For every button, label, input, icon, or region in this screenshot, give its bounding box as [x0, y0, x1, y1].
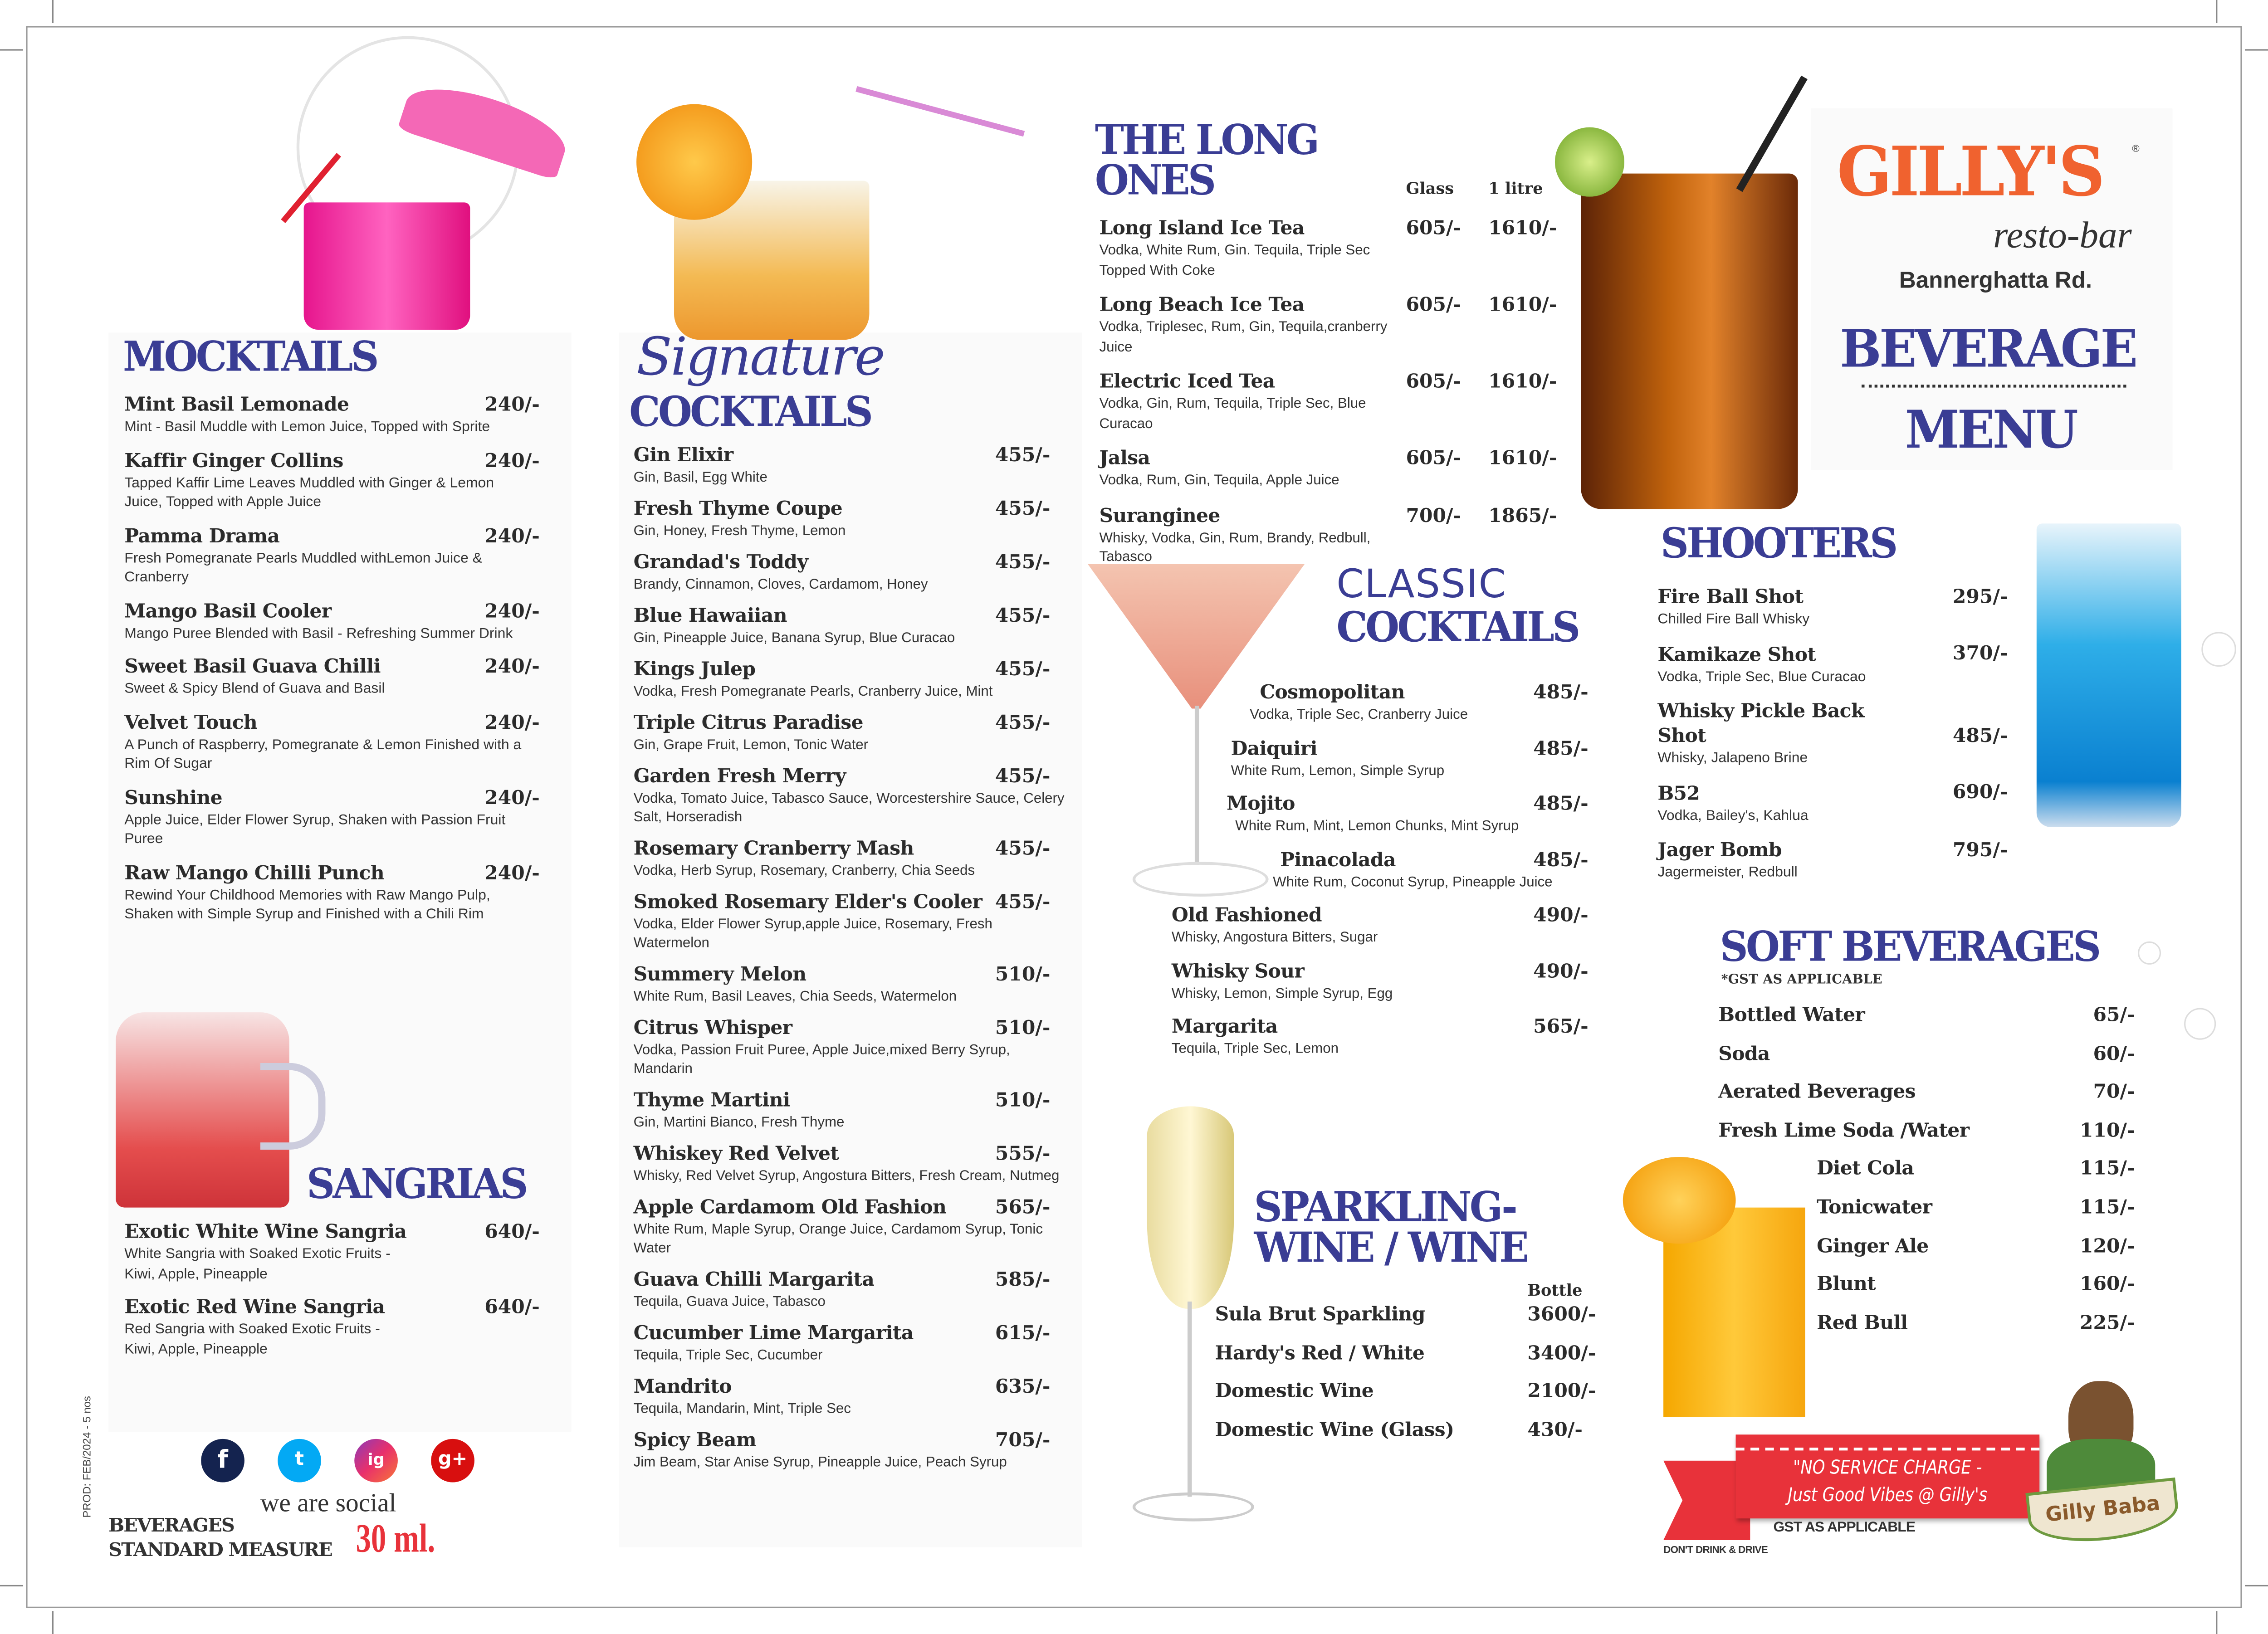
item-price: 3400/- [1527, 1343, 1596, 1365]
item-name: Kamikaze Shot [1657, 644, 1816, 666]
item-name: Jalsa [1099, 448, 1150, 470]
item-name: Blunt [1817, 1274, 1876, 1296]
champagne-base [1133, 1493, 1254, 1522]
item-name: Grandad's Toddy [633, 552, 808, 574]
item-name: Fresh Thyme Coupe [633, 499, 843, 521]
item-description: Mint - Basil Muddle with Lemon Juice, Topped with Sprite [124, 419, 490, 435]
item-price: 705/- [995, 1430, 1051, 1452]
menu-item [1718, 1119, 2135, 1157]
item-name: Old Fashioned [1171, 905, 1322, 927]
glass-column-header: Glass [1406, 179, 1454, 198]
crop-mark [0, 49, 23, 50]
item-description: Whisky, Lemon, Simple Syrup, Egg [1171, 985, 1393, 1002]
item-price: 490/- [1533, 905, 1589, 927]
item-description: Gin, Martini Bianco, Fresh Thyme [633, 1115, 845, 1131]
signature-script-heading: Signature [636, 328, 884, 388]
soft-beverages-list [1718, 1004, 2135, 1350]
menu-item [1718, 1311, 2135, 1350]
menu-item [1099, 217, 1562, 280]
item-price: 615/- [995, 1323, 1051, 1345]
item-description: Jagermeister, Redbull [1657, 864, 1798, 881]
item-name: Fire Ball Shot [1657, 587, 1804, 609]
crop-mark [2216, 0, 2217, 23]
item-price: 115/- [2080, 1197, 2135, 1219]
menu-item [124, 524, 558, 588]
mocktails-heading: MOCKTAILS [123, 334, 377, 382]
item-price: 70/- [2093, 1082, 2135, 1104]
item-description: Tapped Kaffir Lime Leaves Muddled with Ginger & Lemon Juice, Topped with Apple Juice [124, 475, 494, 511]
menu-item [1215, 1341, 1620, 1380]
title-divider [1862, 385, 2126, 387]
item-name: Sunshine [124, 787, 223, 810]
long-ones-heading-line1: THE LONG [1095, 117, 1318, 165]
crop-mark [0, 1585, 23, 1586]
item-price: 455/- [995, 552, 1051, 574]
item-description: A Punch of Raspberry, Pomegranate & Lemon Finished with a Rim Of Sugar [124, 737, 522, 772]
pink-mocktail-image [304, 202, 470, 330]
item-name: Blue Hawaiian [633, 606, 787, 628]
item-description: Gin, Honey, Fresh Thyme, Lemon [633, 523, 846, 540]
item-price-litre: 1610/- [1488, 218, 1557, 240]
item-price-litre: 1610/- [1488, 295, 1557, 317]
item-price: 240/- [484, 787, 540, 810]
location: Bannerghatta Rd. [1899, 269, 2092, 294]
no-service-charge-banner [1736, 1434, 2040, 1518]
menu-item [634, 1196, 1068, 1258]
menu-item [634, 891, 1068, 953]
item-description: White Rum, Coconut Syrup, Pineapple Juice [1273, 874, 1553, 890]
item-name: Sweet Basil Guava Chilli [124, 656, 381, 678]
item-name: Apple Cardamom Old Fashion [633, 1197, 947, 1219]
item-name: Guava Chilli Margarita [633, 1269, 875, 1292]
menu-item [1250, 681, 1634, 725]
item-price: 455/- [995, 839, 1051, 861]
item-description: Jim Beam, Star Anise Syrup, Pineapple Juice, Peach Syrup [633, 1454, 1007, 1471]
menu-item [634, 963, 1068, 1007]
item-description: White Rum, Basil Leaves, Chia Seeds, Watermelon [633, 989, 957, 1005]
item-description: Vodka, Fresh Pomegranate Pearls, Cranberry Juice, Mint [633, 684, 993, 700]
banner-text [1759, 1455, 2017, 1510]
item-name: Diet Cola [1817, 1159, 1914, 1181]
decor-circle [2184, 1008, 2216, 1040]
item-name: Citrus Whisper [633, 1018, 792, 1040]
menu-item [1099, 447, 1562, 491]
item-name: Soda [1718, 1044, 1770, 1065]
item-price: 455/- [995, 766, 1051, 788]
item-price: 510/- [995, 1090, 1051, 1112]
item-name: Whisky Pickle Back Shot [1657, 701, 1864, 748]
item-name: Jager Bomb [1657, 840, 1782, 862]
item-price: 635/- [995, 1376, 1051, 1399]
item-price: 700/- [1406, 505, 1461, 527]
item-price: 110/- [2080, 1120, 2135, 1142]
item-description: White Rum, Mint, Lemon Chunks, Mint Syrup [1235, 818, 1519, 834]
item-price: 795/- [1952, 839, 2008, 861]
mascot-label: Gilly Baba [2025, 1478, 2180, 1548]
item-price: 605/- [1406, 218, 1461, 240]
item-description: Tequila, Mandarin, Mint, Triple Sec [633, 1401, 851, 1418]
menu-item [124, 1220, 558, 1284]
item-description: Whisky, Vodka, Gin, Rum, Brandy, Redbull, Tabasco [1099, 530, 1371, 566]
menu-item [1273, 848, 1634, 892]
item-description: Gin, Pineapple Juice, Banana Syrup, Blue Curacao [633, 630, 955, 647]
dont-drink-drive: DON'T DRINK & DRIVE [1663, 1546, 1768, 1556]
item-description: Fresh Pomegranate Pearls Muddled withLemon Juice & Cranberry [124, 550, 483, 586]
menu-item [124, 1296, 558, 1359]
menu-item [124, 711, 558, 774]
decor-circle [2138, 941, 2161, 965]
registered-mark: ® [2132, 144, 2140, 155]
item-price: 240/- [484, 526, 540, 547]
item-price: 160/- [2080, 1274, 2135, 1296]
bottle-column-header: Bottle [1527, 1281, 1583, 1300]
item-description: Vodka, Herb Syrup, Rosemary, Cranberry, Chia Seeds [633, 863, 975, 879]
item-price: 605/- [1406, 371, 1461, 394]
gst-note: *GST AS APPLICABLE [1721, 973, 1882, 988]
pitcher-handle [260, 1063, 325, 1150]
gst-applicable: GST AS APPLICABLE [1773, 1520, 1916, 1536]
item-price-litre: 1610/- [1488, 371, 1557, 394]
wine-heading-line2: WINE / WINE [1254, 1225, 1527, 1273]
item-name: Summery Melon [633, 964, 807, 986]
item-price: 455/- [995, 499, 1051, 521]
menu-item [634, 498, 1068, 541]
menu-item [1718, 1042, 2135, 1081]
orange-slice-icon [636, 104, 752, 220]
google-plus-icon[interactable]: g+ [431, 1439, 474, 1483]
item-description: Gin, Grape Fruit, Lemon, Tonic Water [633, 737, 869, 754]
menu-item [1657, 782, 2019, 826]
crop-mark [2245, 49, 2268, 50]
banner-stitch [1736, 1448, 2040, 1450]
item-price: 485/- [1533, 738, 1589, 760]
menu-item [1099, 370, 1562, 434]
brand-tagline: resto-bar [1993, 214, 2132, 256]
long-ones-list [1099, 217, 1562, 580]
item-name: Cosmopolitan [1260, 683, 1405, 704]
item-name: Kings Julep [633, 659, 756, 681]
item-price: 640/- [484, 1297, 540, 1319]
banner-line2: Just Good Vibes @ Gilly's [1788, 1485, 1988, 1507]
item-name: Mint Basil Lemonade [124, 395, 349, 417]
item-price: 240/- [484, 395, 540, 417]
menu-item [124, 861, 558, 925]
champagne-stem [1188, 1302, 1192, 1497]
item-name: Domestic Wine (Glass) [1215, 1420, 1454, 1442]
item-name: Triple Citrus Paradise [633, 713, 863, 735]
item-name: Fresh Lime Soda /Water [1718, 1120, 1970, 1142]
item-description: Vodka, Triple Sec, Cranberry Juice [1250, 707, 1468, 723]
item-description: Whisky, Angostura Bitters, Sugar [1171, 930, 1378, 946]
menu-item [1657, 585, 2019, 629]
item-name: Thyme Martini [633, 1090, 790, 1112]
sangrias-heading: SANGRIAS [307, 1161, 526, 1209]
item-price: 485/- [1533, 794, 1589, 816]
menu-item [124, 655, 558, 699]
banner-line1: "NO SERVICE CHARGE - [1793, 1458, 1982, 1480]
item-name: Sula Brut Sparkling [1215, 1304, 1425, 1327]
item-description: Vodka, Tomato Juice, Tabasco Sauce, Worcestershire Sauce, Celery Salt, Horseradish [633, 791, 1065, 826]
menu-item [1718, 1234, 2135, 1273]
item-name: Pinacolada [1280, 849, 1396, 872]
item-price: 640/- [484, 1222, 540, 1244]
menu-item [1718, 1004, 2135, 1042]
menu-item [124, 600, 558, 644]
item-name: Pamma Drama [124, 526, 280, 547]
item-description: Tequila, Triple Sec, Cucumber [633, 1347, 823, 1364]
menu-item [634, 1089, 1068, 1132]
item-name: Whiskey Red Velvet [633, 1144, 839, 1166]
item-price: 605/- [1406, 295, 1461, 317]
production-note: PROD: FEB/2024 - 5 nos [80, 1396, 93, 1518]
item-name: Electric Iced Tea [1099, 371, 1275, 394]
menu-item [1657, 700, 2019, 768]
item-price: 430/- [1527, 1420, 1583, 1442]
item-description: Tequila, Triple Sec, Lemon [1171, 1041, 1339, 1057]
item-price: 370/- [1952, 644, 2008, 665]
beverage-title: BEVERAGE [1840, 319, 2136, 380]
crop-mark [52, 0, 54, 23]
item-description: Brandy, Cinnamon, Cloves, Cardamom, Honey [633, 577, 928, 593]
item-price: 565/- [1533, 1016, 1589, 1039]
item-name: Smoked Rosemary Elder's Cooler [633, 892, 982, 914]
item-price: 240/- [484, 600, 540, 623]
item-name: Velvet Touch [124, 712, 258, 734]
item-name: Mojito [1227, 794, 1295, 816]
classic-list [1172, 681, 1634, 1071]
item-price: 240/- [484, 863, 540, 884]
menu-item [634, 1268, 1068, 1312]
item-description: Vodka, Triple Sec, Blue Curacao [1657, 668, 1866, 685]
menu-item [634, 1017, 1068, 1079]
item-price: 2100/- [1527, 1381, 1596, 1404]
item-name: Mango Basil Cooler [124, 600, 332, 623]
item-price: 605/- [1406, 448, 1461, 470]
item-description: Whisky, Red Velvet Syrup, Angostura Bitters, Fresh Cream, Nutmeg [633, 1168, 1060, 1185]
item-price: 295/- [1952, 586, 2008, 608]
item-price: 585/- [995, 1269, 1051, 1292]
wine-heading-line1: SPARKLING- [1254, 1185, 1516, 1232]
item-price: 115/- [2080, 1159, 2135, 1181]
measure-line1: BEVERAGES [108, 1515, 234, 1537]
item-price: 485/- [1952, 725, 2008, 747]
item-name: Bottled Water [1718, 1005, 1865, 1027]
item-description: Vodka, Triplesec, Rum, Gin, Tequila,cranberry Juice [1099, 319, 1388, 355]
twitter-icon[interactable]: t [278, 1439, 321, 1483]
item-price: 555/- [995, 1144, 1051, 1166]
item-price: 490/- [1533, 961, 1589, 983]
item-price: 690/- [1952, 782, 2008, 804]
signature-heading: COCKTAILS [629, 389, 871, 437]
item-name: Margarita [1171, 1016, 1278, 1039]
item-name: Domestic Wine [1215, 1381, 1374, 1404]
item-name: Long Beach Ice Tea [1099, 295, 1305, 317]
menu-item [1718, 1273, 2135, 1312]
social-label: we are social [260, 1488, 396, 1517]
item-description: Vodka, Rum, Gin, Tequila, Apple Juice [1099, 473, 1339, 489]
menu-item [1718, 1157, 2135, 1196]
menu-item [1172, 1015, 1634, 1059]
item-name: B52 [1657, 783, 1700, 805]
item-name: Suranginee [1099, 505, 1220, 527]
soft-beverages-heading: SOFT BEVERAGES [1720, 924, 2099, 972]
item-name: Tonicwater [1817, 1197, 1932, 1219]
measure-line2: STANDARD MEASURE [108, 1540, 332, 1562]
item-description: Chilled Fire Ball Whisky [1657, 611, 1810, 628]
shooters-list [1657, 585, 2019, 896]
item-price: 510/- [995, 1018, 1051, 1040]
item-name: Spicy Beam [633, 1430, 757, 1452]
menu-item [634, 1322, 1068, 1366]
item-price: 565/- [995, 1197, 1051, 1219]
menu-item [634, 1375, 1068, 1419]
item-price-litre: 1610/- [1488, 448, 1557, 470]
menu-item [1099, 293, 1562, 357]
item-name: Whisky Sour [1171, 961, 1305, 983]
shooters-heading: SHOOTERS [1660, 521, 1896, 568]
classic-heading-line2: COCKTAILS [1336, 605, 1579, 652]
menu-item [634, 712, 1068, 755]
item-name: Exotic White Wine Sangria [124, 1222, 407, 1244]
champagne-image [1147, 1106, 1234, 1308]
menu-item [1657, 839, 2019, 883]
menu-item [1215, 1380, 1620, 1419]
menu-item [634, 765, 1068, 827]
classic-heading-line1: CLASSIC [1336, 562, 1507, 608]
menu-item [634, 444, 1068, 488]
menu-item [1231, 737, 1635, 781]
item-name: Kaffir Ginger Collins [124, 450, 343, 473]
item-description: Gin, Basil, Egg White [633, 470, 767, 486]
signature-list [634, 444, 1068, 1483]
item-description: Mango Puree Blended with Basil - Refreshing Summer Drink [124, 625, 513, 642]
item-description: White Rum, Lemon, Simple Syrup [1231, 763, 1445, 779]
menu-item [124, 393, 558, 437]
item-price: 455/- [995, 445, 1051, 467]
item-name: Gin Elixir [633, 445, 733, 467]
item-name: Rosemary Cranberry Mash [633, 839, 914, 861]
item-description: Rewind Your Childhood Memories with Raw Mango Pulp, Shaken with Simple Syrup and Finished with a Chili Rim [124, 887, 490, 923]
decor-circle [2201, 632, 2236, 667]
crop-mark [52, 1611, 54, 1634]
menu-item [1215, 1303, 1620, 1341]
item-description: Whisky, Jalapeno Brine [1657, 750, 1808, 767]
item-name: Garden Fresh Merry [633, 766, 846, 788]
crop-mark [2216, 1611, 2217, 1634]
item-name: Hardy's Red / White [1215, 1343, 1425, 1365]
facebook-icon[interactable]: f [201, 1439, 244, 1483]
item-price: 485/- [1533, 849, 1589, 872]
iced-tea-image [1581, 174, 1798, 509]
item-price-litre: 1865/- [1488, 505, 1557, 527]
item-price: 455/- [995, 606, 1051, 628]
item-price: 485/- [1533, 683, 1589, 704]
instagram-icon[interactable]: ig [354, 1439, 398, 1483]
item-price: 240/- [484, 450, 540, 473]
menu-item [634, 658, 1068, 702]
menu-item [1657, 643, 2019, 687]
menu-item [1172, 960, 1634, 1004]
item-name: Cucumber Lime Margarita [633, 1323, 914, 1345]
mocktails-list [124, 393, 558, 936]
item-description: Tequila, Guava Juice, Tabasco [633, 1294, 826, 1311]
brand-logo: GILLY'S [1837, 133, 2102, 213]
menu-item [634, 1142, 1068, 1186]
item-price: 120/- [2080, 1236, 2135, 1258]
item-description: Sweet & Spicy Blend of Guava and Basil [124, 681, 385, 697]
menu-item [634, 605, 1068, 648]
menu-item [1215, 1419, 1620, 1457]
menu-item [1718, 1081, 2135, 1119]
item-description: Vodka, White Rum, Gin. Tequila, Triple Sec Topped With Coke [1099, 243, 1370, 278]
menu-item [1227, 792, 1634, 836]
measure-value: 30 ml. [356, 1517, 435, 1562]
crop-mark [2245, 1585, 2268, 1586]
item-name: Aerated Beverages [1718, 1082, 1916, 1104]
item-name: Raw Mango Chilli Punch [124, 863, 385, 884]
item-price: 510/- [995, 964, 1051, 986]
item-price: 65/- [2093, 1005, 2135, 1027]
item-name: Daiquiri [1231, 738, 1317, 760]
item-description: Vodka, Gin, Rum, Tequila, Triple Sec, Blue Curacao [1099, 396, 1366, 432]
item-description: Apple Juice, Elder Flower Syrup, Shaken with Passion Fruit Puree [124, 812, 506, 848]
menu-item [634, 551, 1068, 595]
wine-list [1215, 1303, 1620, 1457]
item-description: White Rum, Maple Syrup, Orange Juice, Cardamom Syrup, Tonic Water [633, 1222, 1043, 1257]
item-price: 240/- [484, 656, 540, 678]
item-description: White Sangria with Soaked Exotic Fruits - Kiwi, Apple, Pineapple [124, 1246, 391, 1282]
menu-item [1718, 1196, 2135, 1234]
blue-shot-image [2037, 523, 2181, 827]
item-price: 240/- [484, 712, 540, 734]
gilly-baba-mascot [2025, 1381, 2177, 1540]
menu-item [634, 837, 1068, 881]
item-price: 455/- [995, 892, 1051, 914]
sangrias-list [124, 1220, 558, 1371]
lime-slice-icon [1555, 127, 1624, 197]
item-description: Vodka, Elder Flower Syrup,apple Juice, Rosemary, Fresh Watermelon [633, 917, 992, 952]
item-price: 60/- [2093, 1044, 2135, 1065]
menu-item [124, 449, 558, 512]
item-price: 3600/- [1527, 1304, 1596, 1327]
item-description: Red Sangria with Soaked Exotic Fruits - Kiwi, Apple, Pineapple [124, 1322, 380, 1357]
item-name: Exotic Red Wine Sangria [124, 1297, 385, 1319]
item-name: Mandrito [633, 1376, 732, 1399]
item-name: Red Bull [1817, 1312, 1908, 1335]
item-description: Vodka, Bailey's, Kahlua [1657, 807, 1809, 824]
menu-item [634, 1429, 1068, 1473]
item-price: 455/- [995, 713, 1051, 735]
menu-title: MENU [1905, 400, 2076, 462]
item-description: Vodka, Passion Fruit Puree, Apple Juice,mixed Berry Syrup, Mandarin [633, 1043, 1010, 1078]
menu-item [124, 786, 558, 849]
standard-measure [108, 1514, 332, 1563]
litre-column-header: 1 litre [1488, 179, 1543, 198]
item-price: 225/- [2080, 1312, 2135, 1335]
item-name: Long Island Ice Tea [1099, 218, 1305, 240]
menu-item [1172, 904, 1634, 948]
item-price: 455/- [995, 659, 1051, 681]
long-ones-heading-line2: ONES [1095, 158, 1214, 205]
menu-item [1099, 504, 1562, 567]
item-name: Ginger Ale [1817, 1236, 1929, 1258]
